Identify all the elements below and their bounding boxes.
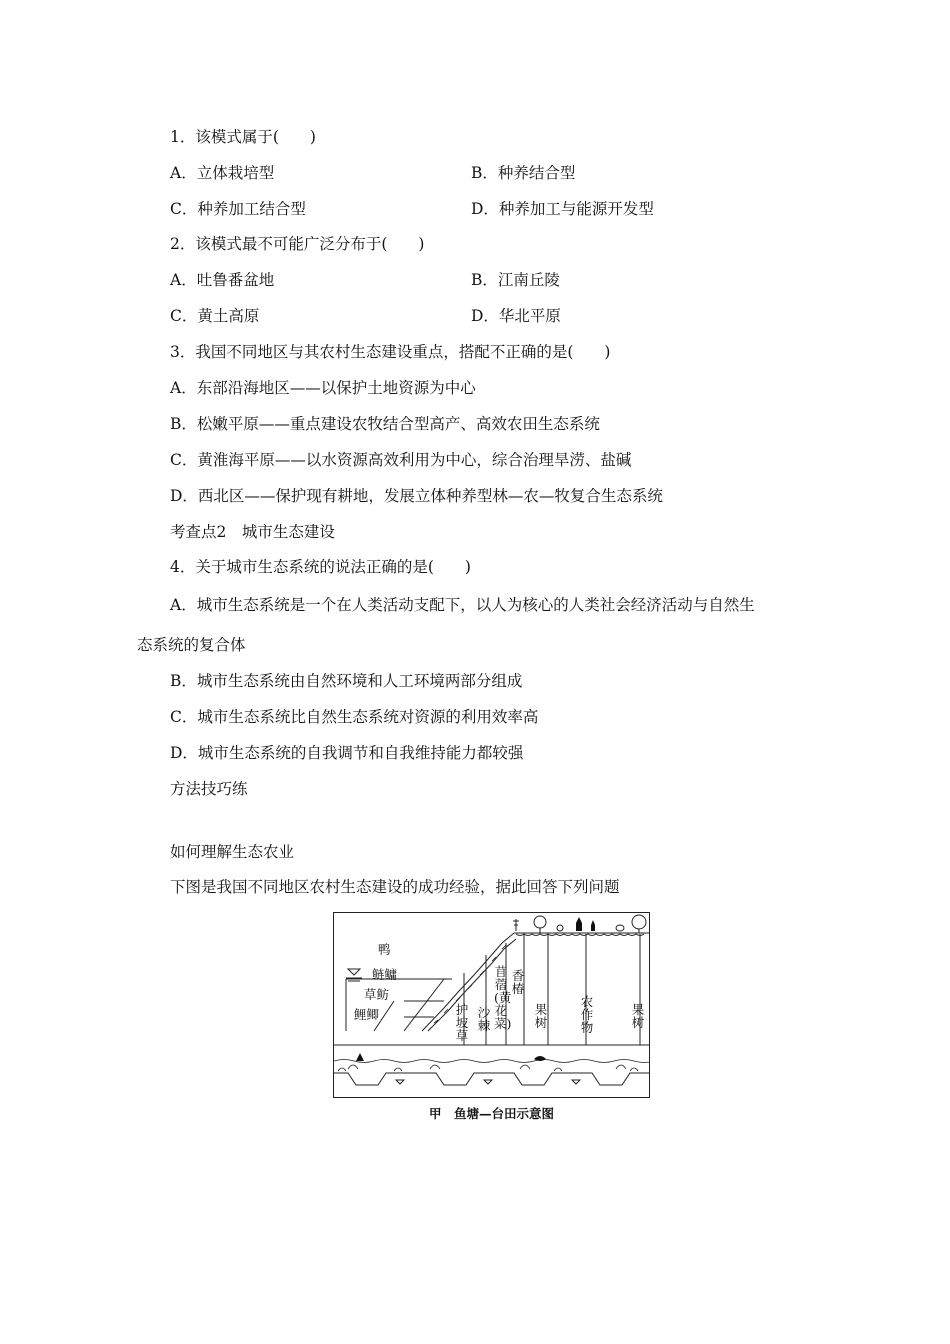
column-label-crops: 农作物 — [580, 994, 594, 1035]
q2-stem: 2．该模式最不可能广泛分布于( ) — [170, 235, 425, 253]
column-label-fruit-tree-1: 果树 — [534, 1002, 548, 1030]
pond-label-carp: 鲤鲫 — [354, 1007, 380, 1022]
q2-option-a: A．吐鲁番盆地 — [170, 271, 275, 289]
q2-option-b: B．江南丘陵 — [471, 271, 560, 289]
q3-option-c: C．黄淮海平原——以水资源高效利用为中心，综合治理旱涝、盐碱 — [170, 451, 632, 469]
q3-option-a: A．东部沿海地区——以保护土地资源为中心 — [170, 379, 476, 397]
q4-option-a-line1: A．城市生态系统是一个在人类活动支配下，以人为核心的人类社会经济活动与自然生 — [170, 596, 755, 614]
pond-label-silver-carp: 鲢鳙 — [372, 967, 398, 982]
method-heading: 方法技巧练 — [170, 780, 248, 798]
figure-intro: 下图是我国不同地区农村生态建设的成功经验，据此回答下列问题 — [170, 878, 620, 896]
q1-option-b: B．种养结合型 — [471, 164, 576, 182]
column-label-toona: 香椿 — [511, 968, 525, 996]
q3-option-b: B．松嫩平原——重点建设农牧结合型高产、高效农田生态系统 — [170, 415, 600, 433]
q4-option-a-line2: 态系统的复合体 — [137, 636, 246, 654]
column-label-seabuckthorn: 沙棘 — [477, 1005, 491, 1033]
q1-option-d: D．种养加工与能源开发型 — [471, 200, 654, 218]
column-label-alfalfa: 苜蓿(黄花菜) — [494, 964, 512, 1031]
figure-caption: 甲 鱼塘—台田示意图 — [428, 1106, 554, 1121]
q4-option-c: C．城市生态系统比自然生态系统对资源的利用效率高 — [170, 708, 539, 726]
q3-option-d: D．西北区——保护现有耕地，发展立体种养型林—农—牧复合生态系统 — [170, 487, 663, 505]
column-label-fruit-tree-2: 果树 — [631, 1002, 645, 1030]
topic-heading: 如何理解生态农业 — [170, 843, 295, 861]
pond-label-grass-carp: 草鲂 — [364, 987, 390, 1002]
q4-option-b: B．城市生态系统由自然环境和人工环境两部分组成 — [170, 672, 523, 690]
q1-stem: 1．该模式属于( ) — [170, 128, 316, 146]
section-heading: 考查点2 城市生态建设 — [170, 523, 335, 541]
diagram-drawing — [334, 913, 650, 1098]
column-label-slope-grass: 护坡草 — [455, 1002, 469, 1043]
q3-stem: 3．我国不同地区与其农村生态建设重点，搭配不正确的是( ) — [170, 343, 611, 361]
q1-option-c: C．种养加工结合型 — [170, 200, 306, 218]
fishpond-terrace-diagram — [333, 912, 650, 1098]
q2-option-c: C．黄土高原 — [170, 307, 260, 325]
q2-option-d: D．华北平原 — [471, 307, 561, 325]
q4-option-d: D．城市生态系统的自我调节和自我维持能力都较强 — [170, 744, 524, 762]
q1-option-a: A．立体栽培型 — [170, 164, 275, 182]
pond-label-duck: 鸭 — [378, 942, 391, 957]
q4-stem: 4．关于城市生态系统的说法正确的是( ) — [170, 558, 471, 576]
